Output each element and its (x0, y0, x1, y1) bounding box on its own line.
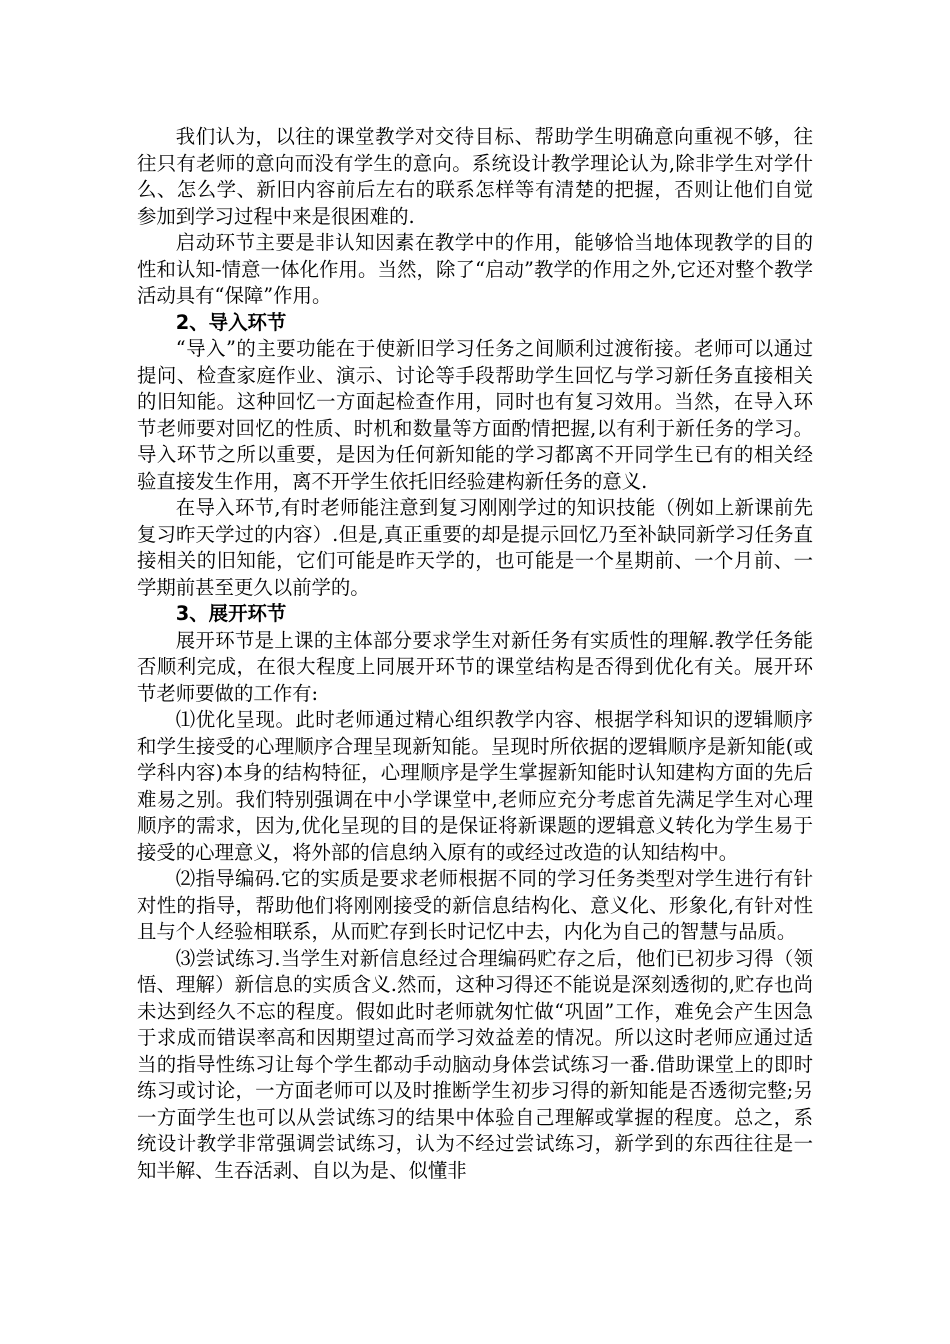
list-item-optimize-presentation: ⑴优化呈现。此时老师通过精心组织教学内容、根据学科知识的逻辑顺序和学生接受的心理顺序合理呈现新知能。呈现时所依据的逻辑顺序是新知能(或学科内容)本身的结构特征，心理顺序是学生掌握新知能时认知建构方面的先后难易之别。我们特别强调在中小学课堂中,老师应充分考虑首先满足学生对心理顺序的需求，因为,优化呈现的目的是保证将新课题的逻辑意义转化为学生易于接受的心理意义，将外部的信息纳入原有的或经过改造的认知结构中。 (137, 708, 813, 864)
paragraph-goal-intent: 我们认为，以往的课堂教学对交待目标、帮助学生明确意向重视不够，往往只有老师的意向而没有学生的意向。系统设计教学理论认为,除非学生对学什么、怎么学、新旧内容前后左右的联系怎样等有清楚的把握，否则让他们自觉参加到学习过程中来是很困难的. (137, 125, 813, 228)
list-item-trial-practice: ⑶尝试练习.当学生对新信息经过合理编码贮存之后，他们已初步习得（领悟、理解）新信息的实质含义.然而，这种习得还不能说是深刻透彻的,贮存也尚未达到经久不忘的程度。假如此时老师就匆忙做“巩固”工作，难免会产生因急于求成而错误率高和因期望过高而学习效益差的情况。所以这时老师应通过适当的指导性练习让每个学生都动手动脑动身体尝试练习一番.借助课堂上的即时练习或讨论，一方面老师可以及时推断学生初步习得的新知能是否透彻完整;另一方面学生也可以从尝试练习的结果中体验自己理解或掌握的程度。总之，系统设计教学非常强调尝试练习，认为不经过尝试练习，新学到的东西往往是一知半解、生吞活剥、自以为是、似懂非 (137, 946, 813, 1182)
document-page (137, 124, 813, 1184)
section-heading-intro-stage: 2、导入环节 (175, 310, 287, 334)
paragraph-intro-review: 在导入环节,有时老师能注意到复习刚刚学过的知识技能（例如上新课前先复习昨天学过的内容）.但是,真正重要的却是提示回忆乃至补缺同新学习任务直接相关的旧知能，它们可能是昨天学的，也可能是一个星期前、一个月前、一学期前甚至更久以前学的。 (137, 496, 813, 599)
paragraph-startup-stage: 启动环节主要是非认知因素在教学中的作用，能够恰当地体现教学的目的性和认知-情意一体化作用。当然，除了“启动”教学的作用之外,它还对整个教学活动具有“保障”作用。 (137, 231, 813, 307)
list-item-guide-encoding: ⑵指导编码.它的实质是要求老师根据不同的学习任务类型对学生进行有针对性的指导，帮助他们将刚刚接受的新信息结构化、意义化、形象化,有针对性且与个人经验相联系，从而贮存到长时记忆中去，内化为自己的智慧与品质。 (137, 867, 813, 943)
paragraph-intro-function: “导入”的主要功能在于使新旧学习任务之间顺利过渡衔接。老师可以通过提问、检查家庭作业、演示、讨论等手段帮助学生回忆与学习新任务直接相关的旧知能。这种回忆一方面起检查作用，同时也有复习效用。当然，在导入环节老师要对回忆的性质、时机和数量等方面酌情把握,以有利于新任务的学习。导入环节之所以重要，是因为任何新知能的学习都离不开同学生已有的相关经验直接发生作用，离不开学生依托旧经验建构新任务的意义. (137, 337, 813, 493)
section-heading-develop-stage: 3、展开环节 (175, 602, 287, 625)
paragraph-develop-stage: 展开环节是上课的主体部分要求学生对新任务有实质性的理解.教学任务能否顺利完成，在很大程度上同展开环节的课堂结构是否得到优化有关。展开环节老师要做的工作有: (137, 628, 813, 705)
